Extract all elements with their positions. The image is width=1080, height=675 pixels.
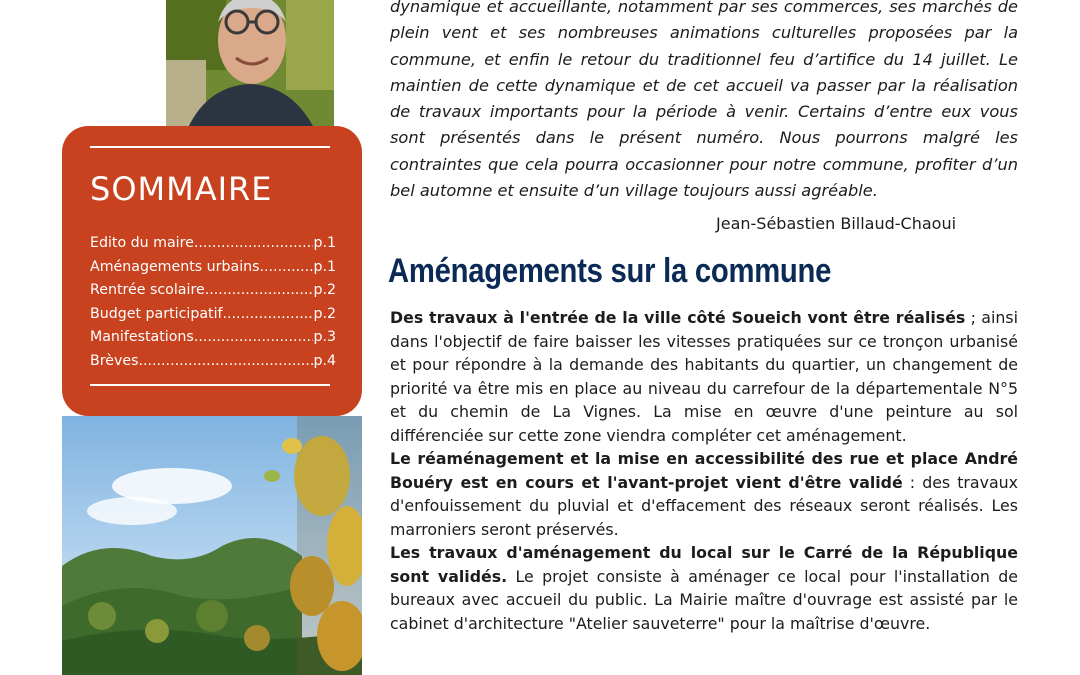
mayor-photo-drawing — [166, 0, 334, 132]
edito-signature: Jean-Sébastien Billaud-Chaoui — [716, 214, 957, 233]
article-body: : des travaux d'enfouissement du pluvial et d'effacement des réseaux seront réalisés. Les marroniers seront préservés. — [390, 472, 1018, 539]
toc-item[interactable] — [90, 303, 336, 327]
article-body: ; ainsi dans l'objectif de faire baisser les vitesses pratiquées sur ce tronçon urbanisé et pour répondre à la demande des habitants du quartier, un changement de priorité va être mis en place au niveau du carrefour de la départementale N°5 et du chemin de La Vignes. La mise en œuvre d'une peinture au sol différenciée sur cette zone viendra compléter cet aménagement. — [390, 308, 1018, 445]
toc-item-label: Edito du maire — [90, 235, 194, 251]
toc-item[interactable] — [90, 279, 336, 303]
toc-item-page: p.2 — [313, 282, 336, 298]
village-landscape-drawing — [62, 416, 362, 675]
sommaire-box — [62, 126, 362, 416]
divider-top — [90, 146, 330, 148]
article-paragraph — [390, 541, 1018, 635]
article-lead: Le réaménagement et la mise en accessibilité des rue et place André Bouéry est en cours et l'avant-projet vient d'être validé — [390, 449, 1018, 492]
toc-item[interactable] — [90, 350, 336, 374]
article-paragraph — [390, 447, 1018, 541]
toc-item-page: p.1 — [313, 235, 336, 251]
sommaire-title: SOMMAIRE — [90, 170, 273, 208]
article-lead: Les travaux d'aménagement du local sur le Carré de la République sont validés. — [390, 543, 1018, 586]
table-of-contents — [90, 232, 336, 373]
toc-item-label: Budget participatif — [90, 305, 223, 322]
article-paragraph — [390, 306, 1018, 447]
toc-item-label: Manifestations — [90, 329, 194, 345]
toc-item-label: Aménagements urbains — [90, 258, 260, 275]
mayor-photo — [166, 0, 334, 132]
toc-item[interactable] — [90, 326, 336, 350]
toc-item-page: p.1 — [313, 258, 336, 275]
divider-bottom — [90, 384, 330, 386]
article-lead: Des travaux à l'entrée de la ville côté Soueich vont être réalisés — [390, 308, 966, 327]
toc-dots — [139, 350, 314, 374]
village-landscape-photo — [62, 416, 362, 675]
section-title: Aménagements sur la commune — [388, 252, 832, 290]
edito-text: dynamique et accueillante, notamment par ses commerces, ses marchés de plein vent et ses nombreuses animations culturelles proposées par la commune, et enfin le retour du traditionnel feu d’artifice du 14 juillet. Le maintien de cette dynamique et de cet accueil va passer par la réalisation de travaux importants pour la période à venir. Certains d’entre eux vous sont présentés dans le présent numéro. Nous pourrons malgré les contraintes que cela pourra occasionner pour notre commune, profiter d’un bel automne et ensuite d’un village toujours aussi agréable. — [390, 0, 1018, 201]
articles — [390, 306, 1018, 635]
article-body: Le projet consiste à aménager ce local pour l'installation de bureaux avec accueil du public. La Mairie maître d'ouvrage est assisté par le cabinet d'architecture "Atelier sauveterre" pour la maîtrise d'œuvre. — [390, 566, 1019, 633]
toc-item-page: p.3 — [313, 329, 336, 345]
toc-dots — [260, 256, 314, 280]
toc-item-label: Rentrée scolaire — [90, 282, 205, 298]
toc-item-page: p.2 — [313, 305, 336, 322]
toc-dots — [223, 303, 314, 327]
toc-dots — [194, 326, 314, 350]
toc-item[interactable] — [90, 256, 336, 280]
toc-item[interactable] — [90, 232, 336, 256]
toc-item-label: Brèves — [90, 352, 139, 369]
toc-dots — [205, 279, 314, 303]
toc-dots — [194, 232, 314, 256]
toc-item-page: p.4 — [313, 352, 336, 369]
